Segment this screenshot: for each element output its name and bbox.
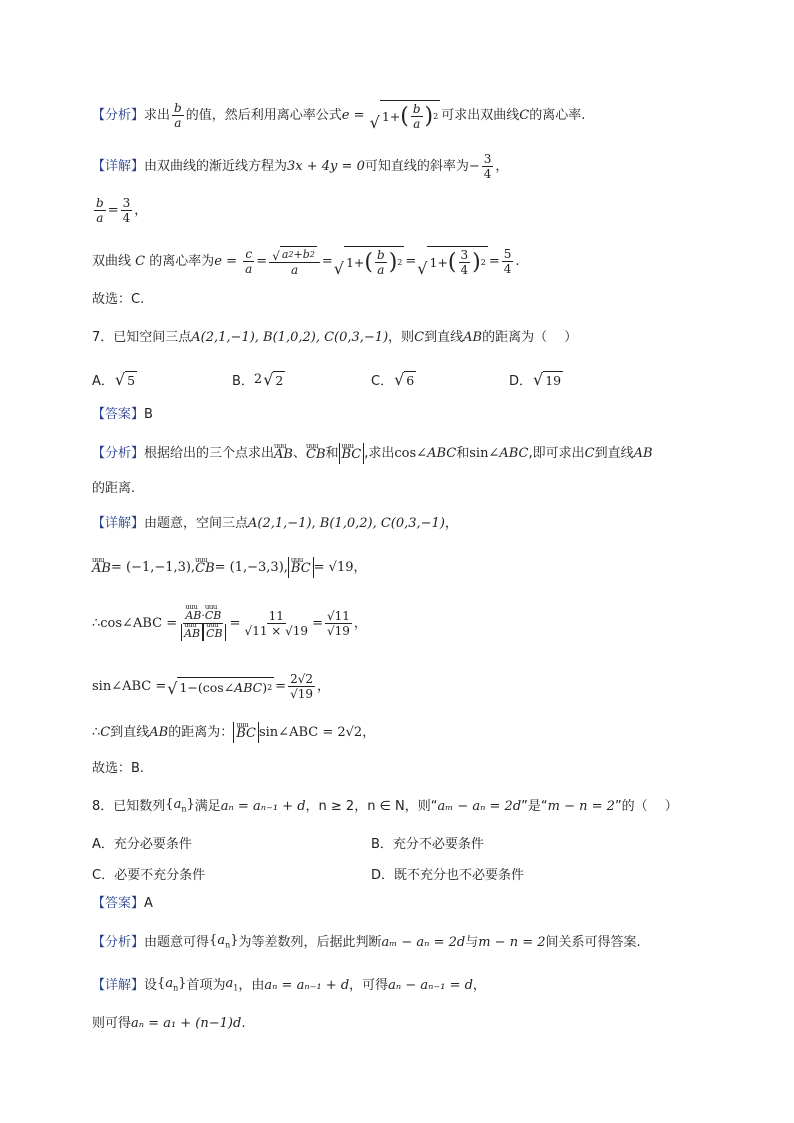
eccentricity-line: 双曲线 C 的离心率为 e = $\frac{c}{a}$ = √ a 2 +b 2 a = √ 1+ ( $\frac{b}{a}$ ) 2 = √ 1+ ( $\frac{3}{4}$ ) 2 = $\frac{5}{4}$ . [92,247,520,278]
detail-line-1: 【详解】 由双曲线的渐近线方程为 3x + 4y = 0 可知直线的斜率为 − $\frac{3}{4}$ ， [92,152,509,181]
sine-line: sin∠ABC = √ 1−(cos∠ ABC ) 2 = $\frac{2√2}{√19}$ ， [92,672,331,701]
q8-option-c[interactable]: C．必要不充分条件 [92,868,206,883]
detail-8: 【详解】 设 $\{a_n\}$ 首项为 $a_1$ ，由 aₙ = aₙ₋₁ + d ，可得 aₙ − aₙ₋₁ = d ， [92,976,486,994]
conclusion-6: 故选：C. [92,292,145,307]
q7-option-d[interactable]: D． √ 19 [509,370,562,389]
analysis-7-line-2: 的距离. [92,481,136,496]
analysis-7-line-1: 【分析】 根据给出的三个点求出 uuu AB 、 uuu CB 和 uuu BC ,求出 cos∠ABC 和 sin∠ABC ,即可求出 C 到直线 AB [92,443,653,464]
detail-tag: 【详解】 [92,158,145,174]
q8-option-d[interactable]: D．既不充分也不必要条件 [371,868,525,883]
q7-option-b[interactable]: B． 2 √ 2 [232,370,284,389]
vectors-line: uuu AB = (−1,−1,3), uuu CB = (1,−3,3), uuu BC = √19 ， [92,557,367,578]
final-line: 则可得 aₙ = a₁ + (n−1)d . [92,1016,246,1031]
fraction-b-over-a: $\frac{b}{a}$ [174,101,182,130]
cosine-line: ∴cos∠ABC = uuu AB·uuu CB uuu ABuuu CB = $\frac{11}{√11 \times √19}$ = $\frac{√11}{√19}$ ， [92,606,367,641]
answer-8: 【答案】 A [92,896,153,911]
analysis-8: 【分析】 由题意可得 $\{a_n\}$ 为等差数列，后据此判断 aₘ − aₙ = 2d 与 m − n = 2 间关系可得答案. [92,933,641,951]
detail-7-line-1: 【详解】 由题意，空间三点 A(2,1,−1), B(1,0,2), C(0,3,−1) ， [92,516,458,531]
eccentricity-formula: √ 1+ ( $\frac{b}{a}$ ) 2 [369,102,439,132]
analysis-tag: 【分析】 [92,107,145,123]
ratio-line: $\frac{b}{a}$ = $\frac{3}{4}$ ， [96,196,148,225]
q7-option-c[interactable]: C． √ 6 [371,370,415,389]
analysis-line-1: 【分析】 求出 $\frac{b}{a}$ 的值，然后利用离心率公式 e = √ 1+ ( $\frac{b}{a}$ ) 2 可求出双曲线 C 的离心率. [92,101,586,132]
question-8-stem: 8．已知数列 $\{a_n\}$ 满足 aₙ = aₙ₋₁ + d ，n ≥ 2，n ∈ N，则“ aₘ − aₙ = 2d ”是“ m − n = 2 ”的（ ） [92,797,678,815]
q8-option-b[interactable]: B．充分不必要条件 [371,837,484,852]
question-7-stem: 7．已知空间三点 A(2,1,−1), B(1,0,2), C(0,3,−1) ，则 C 到直线 AB 的距离为（ ） [92,330,578,345]
q8-option-a[interactable]: A．充分必要条件 [92,837,192,852]
answer-7: 【答案】 B [92,407,153,422]
distance-line: ∴ C 到直线 AB 的距离为： uuu BC sin∠ABC = 2√2 ， [92,722,375,743]
q7-option-a[interactable]: A． √ 5 [92,370,136,389]
conclusion-7: 故选：B. [92,761,145,776]
